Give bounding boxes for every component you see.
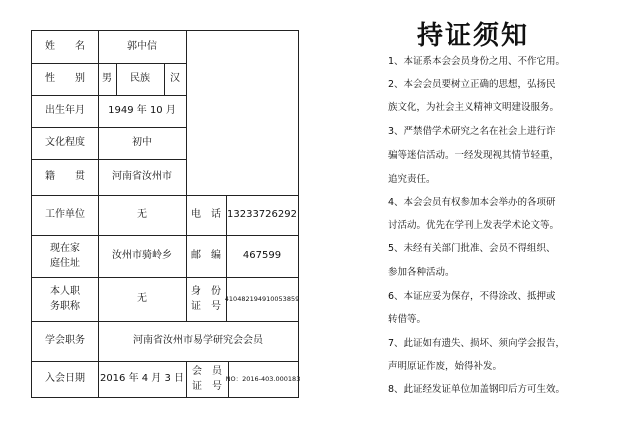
notice-line-2: 2、本会会员要树立正确的思想，弘扬民 [388, 79, 556, 90]
ethnicity-label: 民族 [130, 73, 150, 85]
notice-line-9: 5、未经有关部门批准、会员不得组织、 [388, 243, 556, 254]
gender-label: 性 别 [45, 73, 85, 85]
address-value: 汝州市骑岭乡 [112, 250, 172, 262]
notice-line-13: 7、此证如有遗失、损坏、须向学会报告， [388, 338, 566, 349]
position-label [32, 277, 98, 321]
education-value: 初中 [132, 137, 152, 149]
notice-line-5: 骗等迷信活动。一经发现视其情节轻重， [388, 150, 560, 161]
name-label: 姓 名 [45, 41, 85, 53]
membership-label: 学会职务 [45, 335, 85, 347]
idcard-label-line1: 身 份 [191, 285, 221, 297]
birth-value: 1949 年 10 月 [108, 105, 176, 117]
idcard-label [186, 277, 226, 321]
cert-label-line2: 证 号 [192, 381, 222, 392]
position-value: 无 [137, 293, 147, 305]
membership-value: 河南省汝州市易学研究会会员 [133, 335, 263, 347]
gender-value: 男 [102, 73, 112, 85]
notice-line-10: 参加各种活动。 [388, 267, 455, 278]
join-label: 入会日期 [45, 373, 85, 385]
position-label-line1: 本人职 [50, 285, 80, 297]
idcard-label-line2: 证 号 [191, 301, 221, 312]
ethnicity-value: 汉 [170, 73, 180, 85]
notice-line-3: 族文化，为社会主义精神文明建设服务。 [388, 102, 560, 113]
address-label-line2: 庭住址 [50, 258, 80, 269]
birth-label: 出生年月 [45, 105, 85, 117]
origin-label: 籍 贯 [45, 171, 85, 183]
education-label: 文化程度 [45, 137, 85, 149]
zip-label: 邮 编 [191, 250, 221, 262]
employer-label: 工作单位 [45, 209, 85, 221]
employer-value: 无 [137, 209, 147, 221]
notice-line-14: 声明原证作废，始得补发。 [388, 361, 503, 372]
cert-label-line1: 会 员 [192, 365, 222, 377]
notice-line-7: 4、本会会员有权参加本会举办的各项研 [388, 197, 556, 208]
phone-value: 13233726292 [227, 209, 297, 221]
phone-label: 电 话 [191, 209, 221, 221]
member-card [31, 30, 299, 398]
address-label-line1: 现在家 [50, 242, 80, 254]
zip-value: 467599 [242, 250, 282, 262]
notice-line-8: 讨活动。优先在学刊上发表学术论文等。 [388, 220, 560, 231]
notice-line-15: 8、此证经发证单位加盖钢印后方可生效。 [388, 384, 566, 395]
notice-line-1: 1、本证系本会会员身份之用、不作它用。 [388, 56, 566, 67]
join-value: 2016 年 4 月 3 日 [99, 373, 185, 385]
notice-line-11: 6、本证应妥为保存，不得涂改、抵押或 [388, 291, 556, 302]
address-label [32, 235, 98, 277]
notice-title: 持证须知 [417, 21, 530, 51]
cert-value: NO：2016-403.000183 [225, 374, 301, 383]
notice-line-12: 转借等。 [388, 314, 427, 325]
cert-label [186, 361, 228, 397]
name-value: 郭中信 [127, 41, 157, 53]
notice-line-6: 追究责任。 [388, 174, 436, 185]
idcard-value: 410482194910053859 [224, 294, 300, 303]
col-divider [186, 31, 187, 195]
notice-line-4: 3、严禁借学术研究之名在社会上进行诈 [388, 126, 556, 137]
position-label-line2: 务职称 [50, 301, 80, 312]
origin-value: 河南省汝州市 [112, 171, 172, 183]
